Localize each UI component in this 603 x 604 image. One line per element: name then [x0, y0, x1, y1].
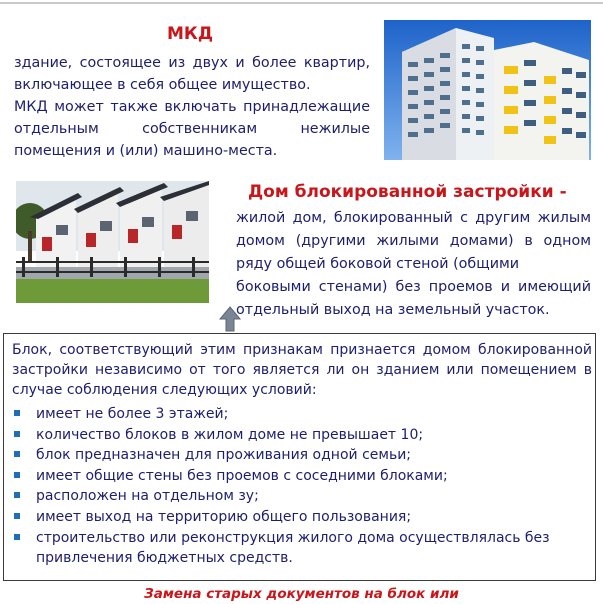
list-item: [12, 425, 592, 446]
square-bullet-icon: [14, 410, 20, 416]
list-item-text: строительство или реконструкция жилого дома осуществлялась без: [36, 529, 550, 546]
intro-line: застройки независимо от того является ли он зданием или помещением в: [12, 362, 592, 378]
blocked-house-title: Дом блокированной застройки -: [248, 182, 567, 202]
list-item: [12, 507, 592, 528]
list-item-text: количество блоков в жилом доме не превышает 10;: [36, 426, 424, 443]
list-item-text: имеет выход на территорию общего пользования;: [36, 508, 412, 525]
up-arrow-icon: [219, 306, 241, 332]
square-bullet-icon: [14, 492, 20, 498]
conditions-box: [3, 333, 596, 581]
list-item-text: имеет не более 3 этажей;: [36, 406, 229, 422]
square-bullet-icon: [14, 472, 20, 478]
footer-heading: Замена старых документов на блок или: [144, 586, 459, 602]
blocked-house-line: домом (другими жилыми домами) в одном: [236, 233, 591, 249]
mkd-line: здание, состоящее из двух и более квартир,: [14, 55, 370, 71]
conditions-list: [12, 404, 592, 569]
conditions-intro: [12, 340, 592, 400]
intro-line: Блок, соответствующий этим признакам признается домом блокированной: [12, 342, 592, 358]
list-item-text: имеет общие стены без проемов с соседними блоками;: [36, 467, 448, 484]
blocked-house-line: боковыми стенами) без проемов и имеющий: [236, 279, 591, 295]
blocked-house-line: отдельный выход на земельный участок.: [236, 302, 550, 318]
blocked-house-line: жилой дом, блокированный с другим жилым: [236, 210, 591, 226]
list-item-text: блок предназначен для проживания одной семьи;: [36, 447, 412, 464]
mkd-line: помещения и (или) машино-места.: [14, 143, 278, 159]
mkd-line: МКД может также включать принадлежащие: [14, 99, 370, 115]
list-item-continuation: [12, 548, 592, 569]
list-item: [12, 486, 592, 507]
list-item: [12, 445, 592, 466]
blocked-house-line: ряду общей боковой стеной (общими: [236, 256, 520, 272]
blocked-house-definition: [236, 207, 591, 322]
mkd-title: МКД: [167, 24, 213, 44]
list-item: [12, 466, 592, 487]
apartment-building-image: [384, 20, 591, 160]
list-item-text: расположен на отдельном зу;: [36, 488, 259, 505]
mkd-line: включающее в себя общее имущество.: [14, 77, 311, 93]
mkd-definition: [14, 52, 370, 162]
square-bullet-icon: [14, 513, 20, 519]
list-item: [12, 528, 592, 549]
list-item: [12, 404, 592, 425]
top-divider: [0, 2, 603, 4]
square-bullet-icon: [14, 431, 20, 437]
townhouses-image: [16, 181, 209, 303]
list-item-text: привлечения бюджетных средств.: [36, 550, 293, 567]
mkd-line: отдельным собственникам нежилые: [14, 121, 370, 137]
square-bullet-icon: [14, 451, 20, 457]
square-bullet-icon: [14, 534, 20, 540]
intro-line: случае соблюдения следующих условий:: [12, 382, 317, 398]
